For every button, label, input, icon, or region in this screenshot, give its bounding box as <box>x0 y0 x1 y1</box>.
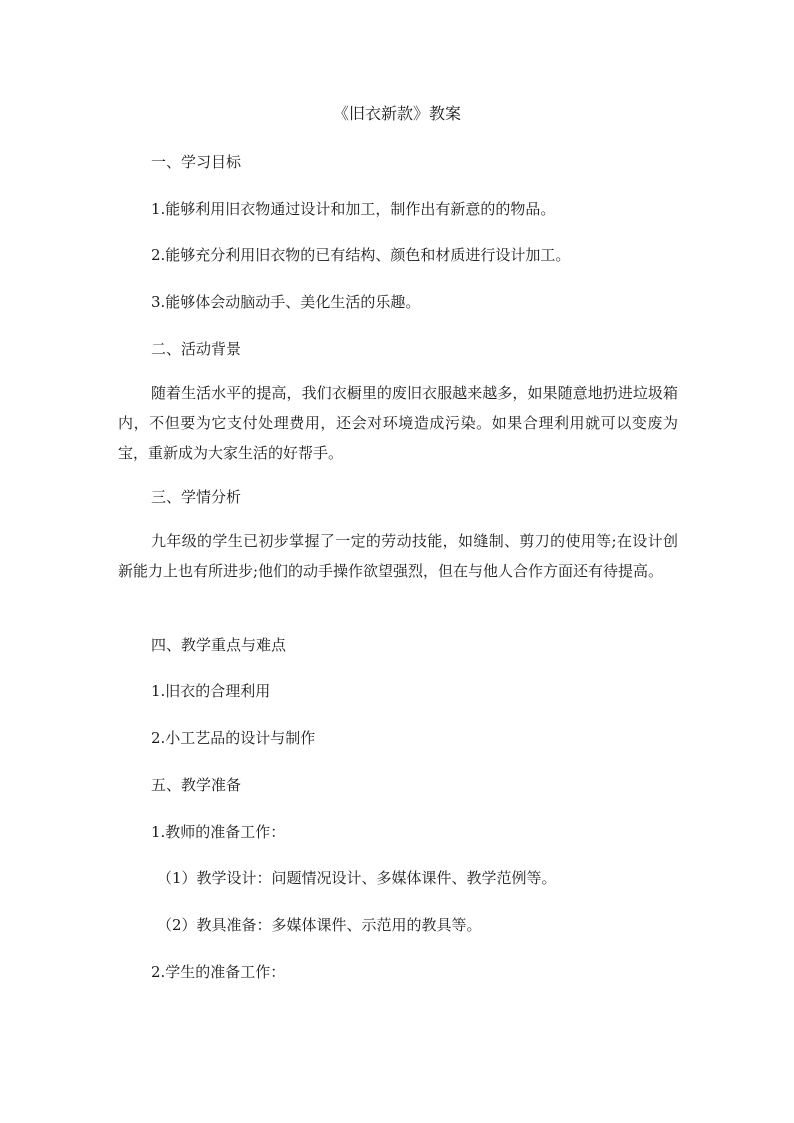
background-paragraph: 随着生活水平的提高，我们衣橱里的废旧衣服越来越多，如果随意地扔进垃圾箱内，不但要为它支付处理费用，还会对环境造成污染。如果合理利用就可以变废为宝，重新成为大家生活的好帮手。 <box>118 384 678 462</box>
section-heading-preparation: 五、教学准备 <box>151 776 242 794</box>
section-heading-analysis: 三、学情分析 <box>151 488 242 506</box>
document-title: 《旧衣新款》教案 <box>332 104 461 123</box>
section-heading-objectives: 一、学习目标 <box>151 153 242 171</box>
key-point-item-2: 2.小工艺品的设计与制作 <box>151 729 316 747</box>
key-point-item-1: 1.旧衣的合理利用 <box>151 682 271 700</box>
preparation-item-1: 1.教师的准备工作： <box>151 823 286 841</box>
objective-item-3: 3.能够体会动脑动手、美化生活的乐趣。 <box>151 293 421 311</box>
preparation-subitem-1: （1）教学设计：问题情况设计、多媒体课件、教学范例等。 <box>157 869 557 887</box>
preparation-subitem-2: （2）教具准备：多媒体课件、示范用的教具等。 <box>157 916 482 934</box>
objective-item-1: 1.能够利用旧衣物通过设计和加工，制作出有新意的的物品。 <box>151 200 556 218</box>
section-heading-background: 二、活动背景 <box>151 340 242 358</box>
preparation-item-2: 2.学生的准备工作： <box>151 963 286 981</box>
objective-item-2: 2.能够充分利用旧衣物的已有结构、颜色和材质进行设计加工。 <box>151 246 571 264</box>
analysis-paragraph: 九年级的学生已初步掌握了一定的劳动技能，如缝制、剪刀的使用等;在设计创新能力上也有所进步;他们的动手操作欲望强烈，但在与他人合作方面还有待提高。 <box>118 532 678 580</box>
section-heading-key-points: 四、教学重点与难点 <box>151 636 287 654</box>
